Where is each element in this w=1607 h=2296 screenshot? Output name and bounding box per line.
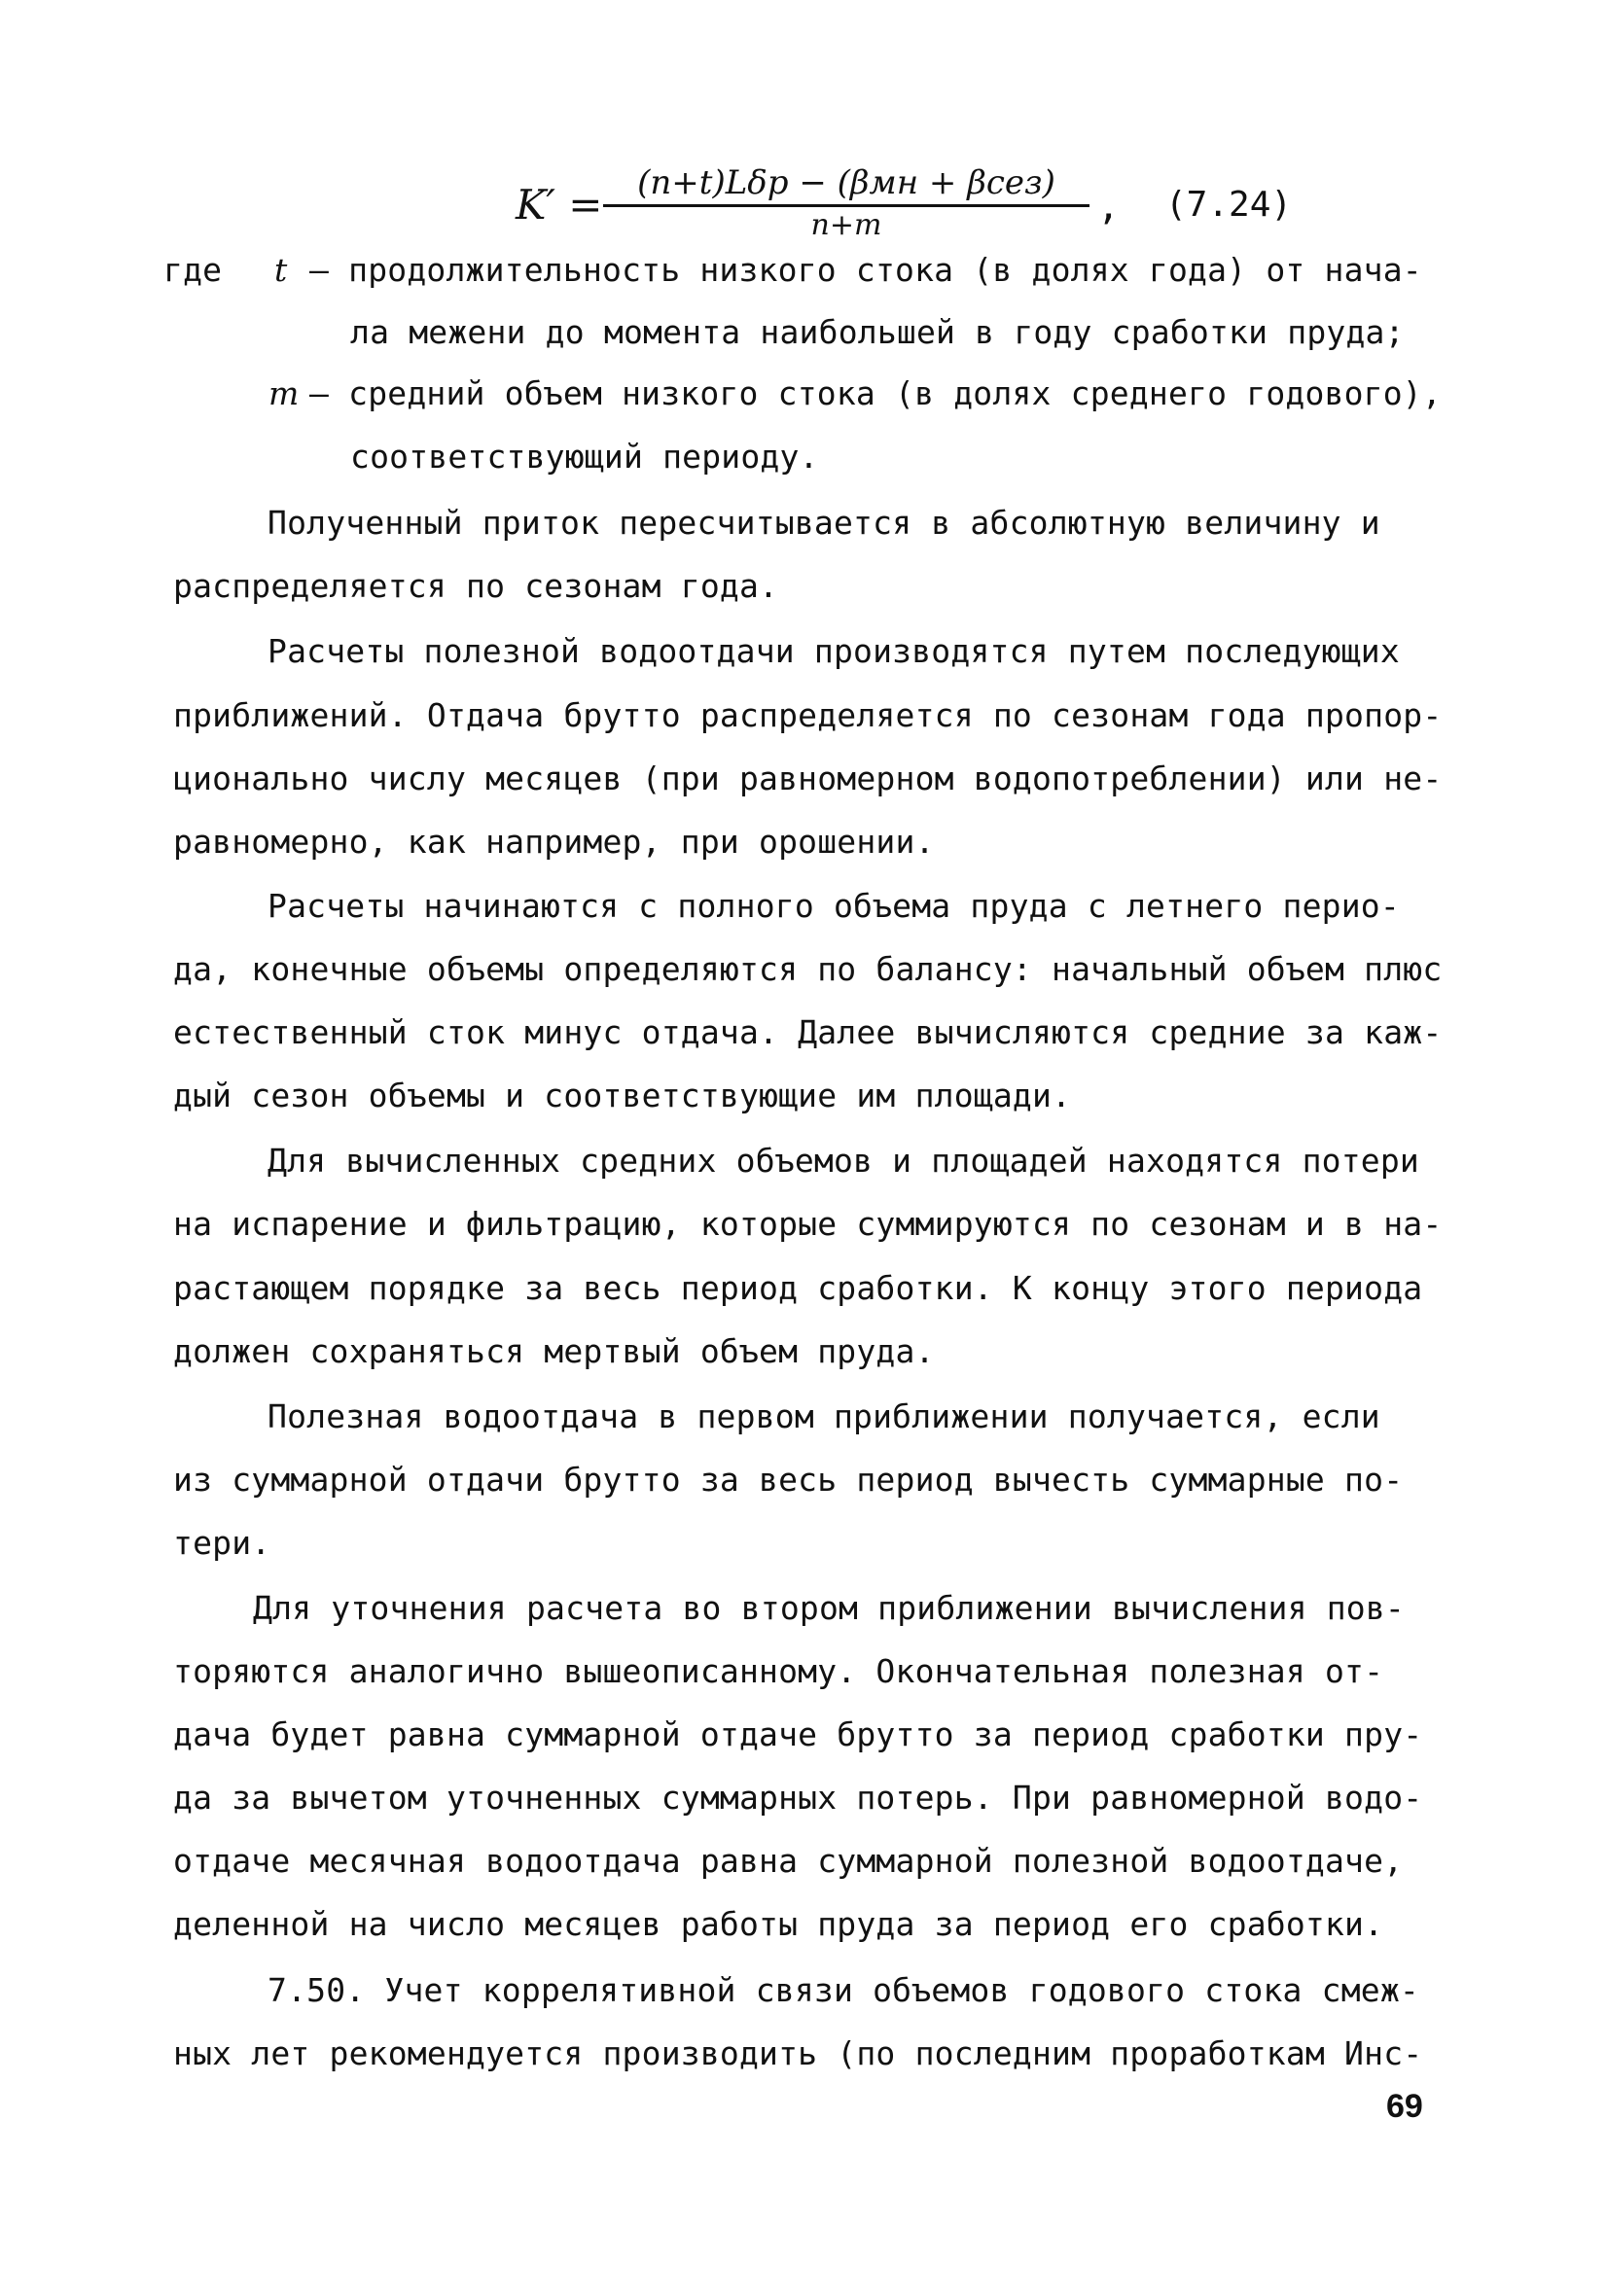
formula-lhs: K′ =: [516, 181, 603, 229]
paragraph-4-line-2: на испарение и фильтрацию, которые суммируются по сезонам и в на-: [173, 1205, 1443, 1243]
paragraph-2-line-4: равномерно, как например, при орошении.: [173, 823, 935, 861]
formula-numerator: (n+t)Lδp − (βмн + βсез): [637, 163, 1055, 202]
paragraph-3-line-3: естественный сток минус отдача. Далее вычисляются средние за каж-: [173, 1013, 1443, 1051]
paragraph-4-line-1: Для вычисленных средних объемов и площадей находятся потери: [268, 1142, 1419, 1180]
paragraph-3-line-4: дый сезон объемы и соответствующие им площади.: [173, 1077, 1072, 1114]
paragraph-2-line-3: ционально числу месяцев (при равномерном водопотреблении) или не-: [173, 759, 1443, 797]
paragraph-4-line-3: растающем порядке за весь период сработки. К концу этого периода: [173, 1269, 1423, 1307]
paragraph-6-line-6: деленной на число месяцев работы пруда за период его сработки.: [173, 1905, 1384, 1943]
paragraph-6-line-4: да за вычетом уточненных суммарных потерь. При равномерной водо-: [173, 1779, 1423, 1817]
formula-denominator: n+m: [810, 208, 882, 242]
page-number: 69: [1386, 2088, 1423, 2125]
paragraph-1-line-1: Полученный приток пересчитывается в абсолютную величину и: [268, 504, 1380, 542]
paragraph-2-line-2: приближений. Отдача брутто распределяется по сезонам года пропор-: [173, 696, 1443, 734]
definition-where-label: где: [163, 251, 223, 289]
definition-symbol-m: [268, 374, 300, 413]
paragraph-6-line-2: торяются аналогично вышеописанному. Окончательная полезная от-: [173, 1652, 1384, 1690]
paragraph-2-line-1: Расчеты полезной водоотдачи производятся путем последующих: [268, 632, 1400, 670]
paragraph-4-line-4: должен сохраняться мертвый объем пруда.: [173, 1332, 935, 1370]
definition-symbol-t: [274, 251, 287, 290]
paragraph-5-line-3: тери.: [173, 1524, 271, 1562]
formula-fraction: [603, 163, 1089, 242]
definition-m-line-1: – средний объем низкого стока (в долях среднего годового),: [309, 374, 1442, 412]
fraction-bar: [603, 204, 1089, 207]
paragraph-3-line-1: Расчеты начинаются с полного объема пруда с летнего перио-: [268, 887, 1400, 925]
definition-t-line-1: – продолжительность низкого стока (в долях года) от нача-: [309, 251, 1422, 289]
symbol-m: m: [268, 374, 300, 412]
paragraph-3-line-2: да, конечные объемы определяются по балансу: начальный объем плюс: [173, 950, 1443, 988]
paragraph-7-line-2: ных лет рекомендуется производить (по последним проработкам Инс-: [173, 2034, 1423, 2072]
paragraph-5-line-1: Полезная водоотдача в первом приближении получается, если: [268, 1397, 1380, 1435]
paragraph-7-line-1: 7.50. Учет коррелятивной связи объемов годового стока смеж-: [268, 1971, 1419, 2009]
formula-7-24: [516, 163, 1294, 251]
definition-t-line-2: ла межени до момента наибольшей в году сработки пруда;: [350, 313, 1405, 351]
symbol-t: t: [274, 251, 288, 289]
definition-m-line-2: соответствующий периоду.: [350, 438, 819, 476]
equation-number: (7.24): [1165, 185, 1293, 225]
paragraph-1-line-2: распределяется по сезонам года.: [173, 567, 779, 605]
paragraph-6-line-1: Для уточнения расчета во втором приближении вычисления пов-: [253, 1589, 1405, 1627]
paragraph-6-line-5: отдаче месячная водоотдача равна суммарной полезной водоотдаче,: [173, 1842, 1404, 1880]
paragraph-6-line-3: дача будет равна суммарной отдаче брутто за период сработки пру-: [173, 1715, 1423, 1753]
paragraph-5-line-2: из суммарной отдачи брутто за весь период вычесть суммарные по-: [173, 1461, 1404, 1499]
formula-comma: ,: [1097, 185, 1120, 228]
